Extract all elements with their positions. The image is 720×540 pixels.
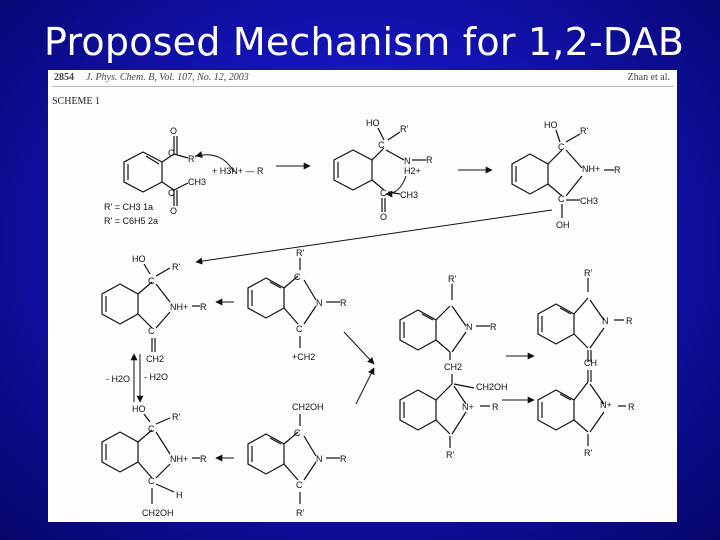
structure-product-top [538,268,633,368]
svg-text:R: R [340,454,347,464]
svg-text:CH2: CH2 [146,354,165,364]
svg-text:CH2OH: CH2OH [142,508,174,518]
svg-text:NH+: NH+ [170,454,189,464]
svg-text:C: C [378,140,385,150]
svg-text:C: C [148,326,155,336]
svg-text:R': R' [446,450,455,460]
legend-2a: R' = C6H5 2a [104,216,158,226]
svg-text:C: C [296,480,303,490]
svg-text:R': R' [580,126,589,136]
svg-text:R': R' [296,508,305,518]
svg-text:CH: CH [584,358,597,368]
svg-text:R: R [492,402,499,412]
svg-text:C: C [558,194,565,204]
structure-hydroxymethyl-intermediate [102,404,207,518]
svg-text:R': R' [584,268,593,278]
svg-text:C: C [294,428,301,438]
svg-text:R: R [200,302,207,312]
svg-text:O: O [380,212,388,222]
svg-text:CH3: CH3 [400,190,419,200]
svg-text:C: C [168,188,175,198]
reaction-scheme-drawing [48,70,677,522]
svg-text:R': R' [584,448,593,458]
structure-hydroxymethyl-cation [400,374,508,460]
journal-authors: Zhan et al. [627,72,670,83]
svg-text:H: H [176,490,183,500]
amine-reagent: + H3N+ — R [212,166,264,176]
svg-text:C: C [558,142,565,152]
svg-text:HO: HO [366,118,380,128]
svg-text:R': R' [448,274,457,284]
svg-text:CH2: CH2 [444,362,463,372]
journal-citation: J. Phys. Chem. B, Vol. 107, No. 12, 2003 [86,72,249,83]
svg-text:CH2OH: CH2OH [476,382,508,392]
svg-text:R: R [200,454,207,464]
structure-nh-intermediate [102,254,207,364]
svg-text:R': R' [188,154,197,164]
svg-text:R: R [628,402,635,412]
structure-product-bottom [538,370,635,458]
structure-isoindole-methyl [400,274,497,372]
svg-text:HO: HO [132,254,146,264]
svg-text:N+: N+ [462,402,474,412]
svg-text:C: C [148,276,155,286]
svg-text:C: C [294,272,301,282]
svg-text:CH3: CH3 [580,196,599,206]
dehydration-right-label: - H2O [144,372,169,382]
svg-text:N: N [466,322,473,332]
svg-text:OH: OH [556,220,570,230]
scheme-figure [48,70,677,522]
svg-text:HO: HO [544,120,558,130]
svg-text:O: O [170,206,178,216]
svg-text:R: R [340,298,347,308]
structure-addition-intermediate [334,118,433,222]
svg-text:+CH2: +CH2 [292,352,316,362]
svg-text:R: R [626,316,633,326]
svg-text:R': R' [172,412,181,422]
svg-text:C: C [168,148,175,158]
svg-text:R: R [490,322,497,332]
svg-text:NH+: NH+ [170,302,189,312]
structure-isoindole-hydroxymethyl [248,402,347,518]
svg-text:H2+: H2+ [404,166,421,176]
svg-text:N: N [316,454,323,464]
slide-title: Proposed Mechanism for 1,2-DAB [44,20,685,64]
svg-text:R: R [614,165,621,175]
svg-text:O: O [170,126,178,136]
svg-text:CH3: CH3 [188,177,207,187]
svg-text:HO: HO [132,404,146,414]
svg-text:R: R [426,155,433,165]
svg-text:C: C [296,324,303,334]
svg-text:R': R' [296,248,305,258]
svg-text:C: C [148,424,155,434]
svg-text:CH2OH: CH2OH [292,402,324,412]
svg-text:C: C [148,476,155,486]
svg-text:R': R' [400,124,409,134]
svg-text:N: N [602,316,609,326]
svg-text:NH+: NH+ [582,164,601,174]
structure-isoindole-cation [248,248,347,362]
journal-page-number: 2854 [54,72,74,83]
legend-1a: R' = CH3 1a [104,202,153,212]
svg-text:R': R' [172,262,181,272]
scheme-label: SCHEME 1 [52,96,101,107]
dehydration-left-label: - H2O [106,374,131,384]
svg-text:N: N [404,156,411,166]
svg-text:N: N [316,298,323,308]
svg-text:C: C [380,188,387,198]
svg-text:N+: N+ [600,400,612,410]
